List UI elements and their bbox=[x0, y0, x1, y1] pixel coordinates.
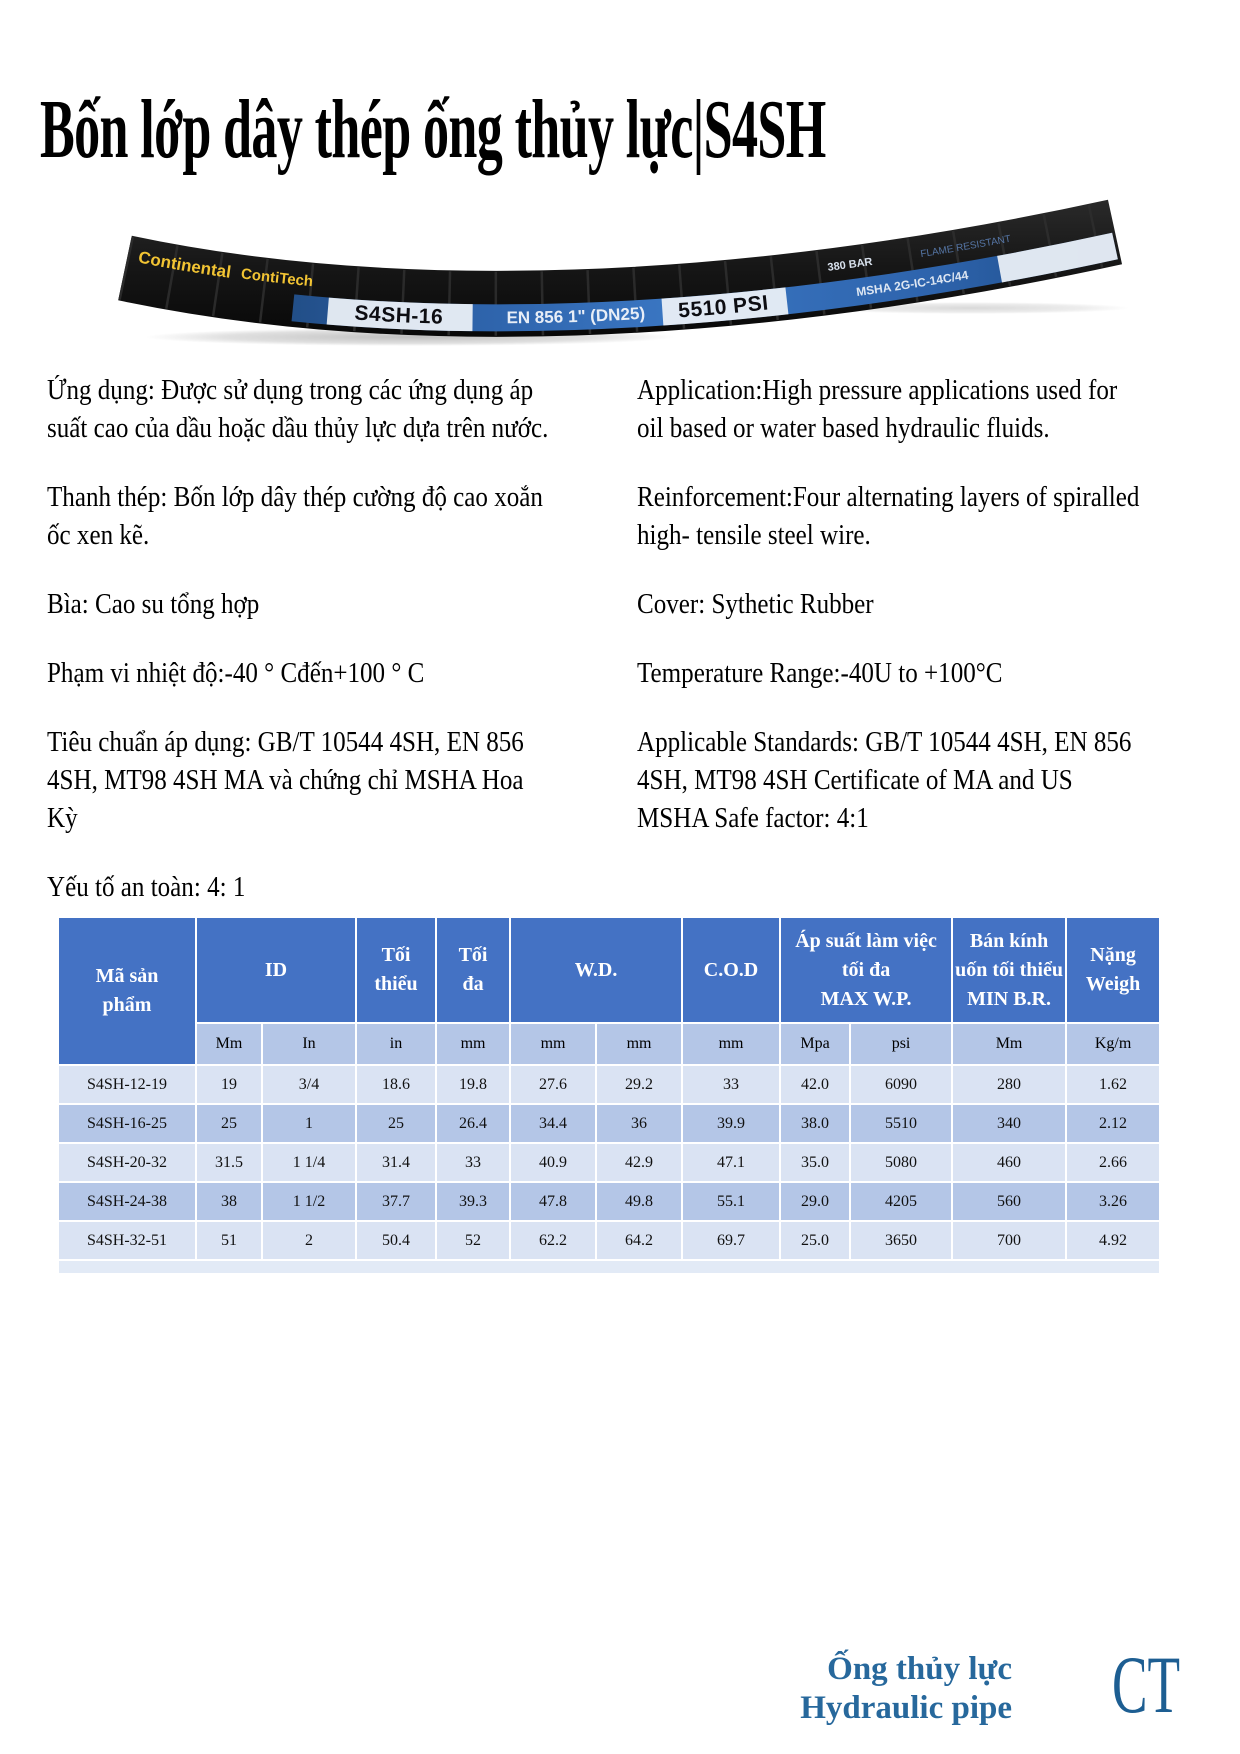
hose-brand-continental: Continental bbox=[136, 247, 233, 282]
header-max-working-pressure bbox=[781, 918, 951, 1022]
value-cell: 25 bbox=[197, 1105, 261, 1142]
value-cell: 560 bbox=[953, 1183, 1065, 1220]
unit-cell: mm bbox=[597, 1024, 681, 1064]
value-cell: 37.7 bbox=[357, 1183, 435, 1220]
description-paragraph: Tiêu chuẩn áp dụng: GB/T 10544 4SH, EN 856 4SH, MT98 4SH MA và chứng chỉ MSHA Hoa Kỳ bbox=[47, 727, 524, 834]
description-paragraph: Cover: Sythetic Rubber bbox=[637, 589, 874, 620]
value-cell: 4205 bbox=[851, 1183, 951, 1220]
hose-label-msha: MSHA 2G-IC-14C/44 bbox=[855, 267, 970, 300]
unit-cell: Mpa bbox=[781, 1024, 849, 1064]
footer-line-vietnamese: Ống thủy lực bbox=[827, 1651, 1012, 1687]
description-paragraph: Thanh thép: Bốn lớp dây thép cường độ cao xoắn ốc xen kẽ. bbox=[47, 482, 543, 551]
table-row bbox=[59, 1105, 1159, 1142]
value-cell: 1 1/4 bbox=[263, 1144, 355, 1181]
header-product-code: Mã sản phẩm bbox=[59, 918, 195, 1064]
product-code-cell: S4SH-16-25 bbox=[59, 1105, 195, 1142]
table-body bbox=[59, 1066, 1159, 1273]
value-cell: 19 bbox=[197, 1066, 261, 1103]
unit-cell: Mm bbox=[953, 1024, 1065, 1064]
hose-label-standard: EN 856 1" (DN25) bbox=[506, 303, 646, 328]
value-cell: 42.9 bbox=[597, 1144, 681, 1181]
value-cell: 1 1/2 bbox=[263, 1183, 355, 1220]
description-column-vietnamese bbox=[47, 372, 557, 938]
value-cell: 42.0 bbox=[781, 1066, 849, 1103]
header-min-br-line3: MIN B.R. bbox=[967, 987, 1051, 1010]
value-cell: 36 bbox=[597, 1105, 681, 1142]
value-cell: 52 bbox=[437, 1222, 509, 1259]
page-title: Bốn lớp dây thép ống thủy lực|S4SH bbox=[40, 83, 826, 176]
value-cell: 3/4 bbox=[263, 1066, 355, 1103]
value-cell: 25.0 bbox=[781, 1222, 849, 1259]
product-code-cell: S4SH-20-32 bbox=[59, 1144, 195, 1181]
header-max-wp-line1: Áp suất làm việc bbox=[795, 929, 937, 952]
header-max-wp-line2: tối đa bbox=[841, 958, 891, 981]
value-cell: 460 bbox=[953, 1144, 1065, 1181]
value-cell: 4.92 bbox=[1067, 1222, 1159, 1259]
hose-illustration bbox=[110, 196, 1130, 346]
value-cell: 35.0 bbox=[781, 1144, 849, 1181]
unit-cell: In bbox=[263, 1024, 355, 1064]
header-weight bbox=[1067, 918, 1159, 1022]
footer-brand-text bbox=[712, 1650, 1012, 1728]
table-row bbox=[59, 1222, 1159, 1259]
value-cell: 69.7 bbox=[683, 1222, 779, 1259]
value-cell: 38.0 bbox=[781, 1105, 849, 1142]
value-cell: 5510 bbox=[851, 1105, 951, 1142]
value-cell: 5080 bbox=[851, 1144, 951, 1181]
table-units-row bbox=[59, 1024, 1159, 1064]
footer-line-english: Hydraulic pipe bbox=[800, 1690, 1012, 1726]
value-cell: 47.8 bbox=[511, 1183, 595, 1220]
value-cell: 51 bbox=[197, 1222, 261, 1259]
value-cell: 55.1 bbox=[683, 1183, 779, 1220]
value-cell: 39.3 bbox=[437, 1183, 509, 1220]
value-cell: 6090 bbox=[851, 1066, 951, 1103]
value-cell: 700 bbox=[953, 1222, 1065, 1259]
unit-cell: mm bbox=[437, 1024, 509, 1064]
value-cell: 1 bbox=[263, 1105, 355, 1142]
value-cell: 2.12 bbox=[1067, 1105, 1159, 1142]
header-max: Tối đa bbox=[437, 918, 509, 1022]
header-weight-line1: Nặng bbox=[1090, 944, 1136, 966]
table-bottom-strip bbox=[59, 1261, 1159, 1273]
value-cell: 39.9 bbox=[683, 1105, 779, 1142]
value-cell: 280 bbox=[953, 1066, 1065, 1103]
value-cell: 40.9 bbox=[511, 1144, 595, 1181]
value-cell: 47.1 bbox=[683, 1144, 779, 1181]
table-row bbox=[59, 1183, 1159, 1220]
value-cell: 49.8 bbox=[597, 1183, 681, 1220]
header-id: ID bbox=[197, 918, 355, 1022]
hose-label-model: S4SH-16 bbox=[353, 301, 444, 329]
unit-cell: Kg/m bbox=[1067, 1024, 1159, 1064]
description-paragraph: Application:High pressure applications used for oil based or water based hydraulic fluids. bbox=[637, 375, 1118, 444]
description-paragraph: Temperature Range:-40U to +100°C bbox=[637, 658, 1003, 689]
header-weight-line2: Weigh bbox=[1085, 973, 1141, 995]
description-paragraph: Reinforcement:Four alternating layers of spiralled high- tensile steel wire. bbox=[637, 482, 1140, 551]
value-cell: 25 bbox=[357, 1105, 435, 1142]
description-paragraph: Yếu tố an toàn: 4: 1 bbox=[47, 872, 246, 903]
product-code-cell: S4SH-24-38 bbox=[59, 1183, 195, 1220]
table-header-row bbox=[59, 918, 1159, 1022]
product-photo-hydraulic-hose bbox=[110, 196, 1130, 346]
unit-cell: psi bbox=[851, 1024, 951, 1064]
unit-cell: in bbox=[357, 1024, 435, 1064]
value-cell: 1.62 bbox=[1067, 1066, 1159, 1103]
product-code-cell: S4SH-32-51 bbox=[59, 1222, 195, 1259]
hose-label-flame-resistant: FLAME RESISTANT bbox=[919, 233, 1012, 261]
hose-label-bar: 380 BAR bbox=[826, 255, 874, 274]
value-cell: 33 bbox=[437, 1144, 509, 1181]
description-column-english bbox=[637, 372, 1147, 869]
value-cell: 3.26 bbox=[1067, 1183, 1159, 1220]
unit-cell: mm bbox=[683, 1024, 779, 1064]
table-bottom-strip-cell bbox=[59, 1261, 1159, 1273]
header-min-br-line1: Bán kính bbox=[969, 929, 1049, 952]
table-row bbox=[59, 1066, 1159, 1103]
value-cell: 26.4 bbox=[437, 1105, 509, 1142]
value-cell: 29.2 bbox=[597, 1066, 681, 1103]
header-min-br-line2: uốn tối thiểu bbox=[955, 958, 1063, 981]
description-paragraph: Ứng dụng: Được sử dụng trong các ứng dụng áp suất cao của dầu hoặc dầu thủy lực dựa trên nước. bbox=[47, 375, 549, 444]
description-paragraph: Phạm vi nhiệt độ:-40 ° Cđến+100 ° C bbox=[47, 658, 425, 689]
unit-cell: Mm bbox=[197, 1024, 261, 1064]
value-cell: 34.4 bbox=[511, 1105, 595, 1142]
description-paragraph: Applicable Standards: GB/T 10544 4SH, EN 856 4SH, MT98 4SH Certificate of MA and US MSHA Safe factor: 4:1 bbox=[637, 727, 1132, 834]
value-cell: 340 bbox=[953, 1105, 1065, 1142]
product-code-cell: S4SH-12-19 bbox=[59, 1066, 195, 1103]
svg-text:S4SH-16 bbox=[354, 302, 444, 329]
unit-cell: mm bbox=[511, 1024, 595, 1064]
value-cell: 2.66 bbox=[1067, 1144, 1159, 1181]
value-cell: 3650 bbox=[851, 1222, 951, 1259]
value-cell: 19.8 bbox=[437, 1066, 509, 1103]
value-cell: 31.5 bbox=[197, 1144, 261, 1181]
value-cell: 62.2 bbox=[511, 1222, 595, 1259]
value-cell: 29.0 bbox=[781, 1183, 849, 1220]
header-wd: W.D. bbox=[511, 918, 681, 1022]
hose-brand-contitech: ContiTech bbox=[240, 265, 314, 291]
value-cell: 18.6 bbox=[357, 1066, 435, 1103]
value-cell: 50.4 bbox=[357, 1222, 435, 1259]
header-min-bend-radius bbox=[953, 918, 1065, 1022]
value-cell: 33 bbox=[683, 1066, 779, 1103]
ct-logo: CT bbox=[1112, 1639, 1181, 1730]
specification-table bbox=[57, 916, 1161, 1275]
description-paragraph: Bìa: Cao su tổng hợp bbox=[47, 589, 260, 620]
header-min: Tối thiểu bbox=[357, 918, 435, 1022]
hose-label-psi: 5510 PSI bbox=[677, 291, 770, 323]
table-row bbox=[59, 1144, 1159, 1181]
value-cell: 64.2 bbox=[597, 1222, 681, 1259]
header-max-wp-line3: MAX W.P. bbox=[820, 987, 912, 1010]
value-cell: 27.6 bbox=[511, 1066, 595, 1103]
header-cod: C.O.D bbox=[683, 918, 779, 1022]
value-cell: 38 bbox=[197, 1183, 261, 1220]
value-cell: 31.4 bbox=[357, 1144, 435, 1181]
value-cell: 2 bbox=[263, 1222, 355, 1259]
